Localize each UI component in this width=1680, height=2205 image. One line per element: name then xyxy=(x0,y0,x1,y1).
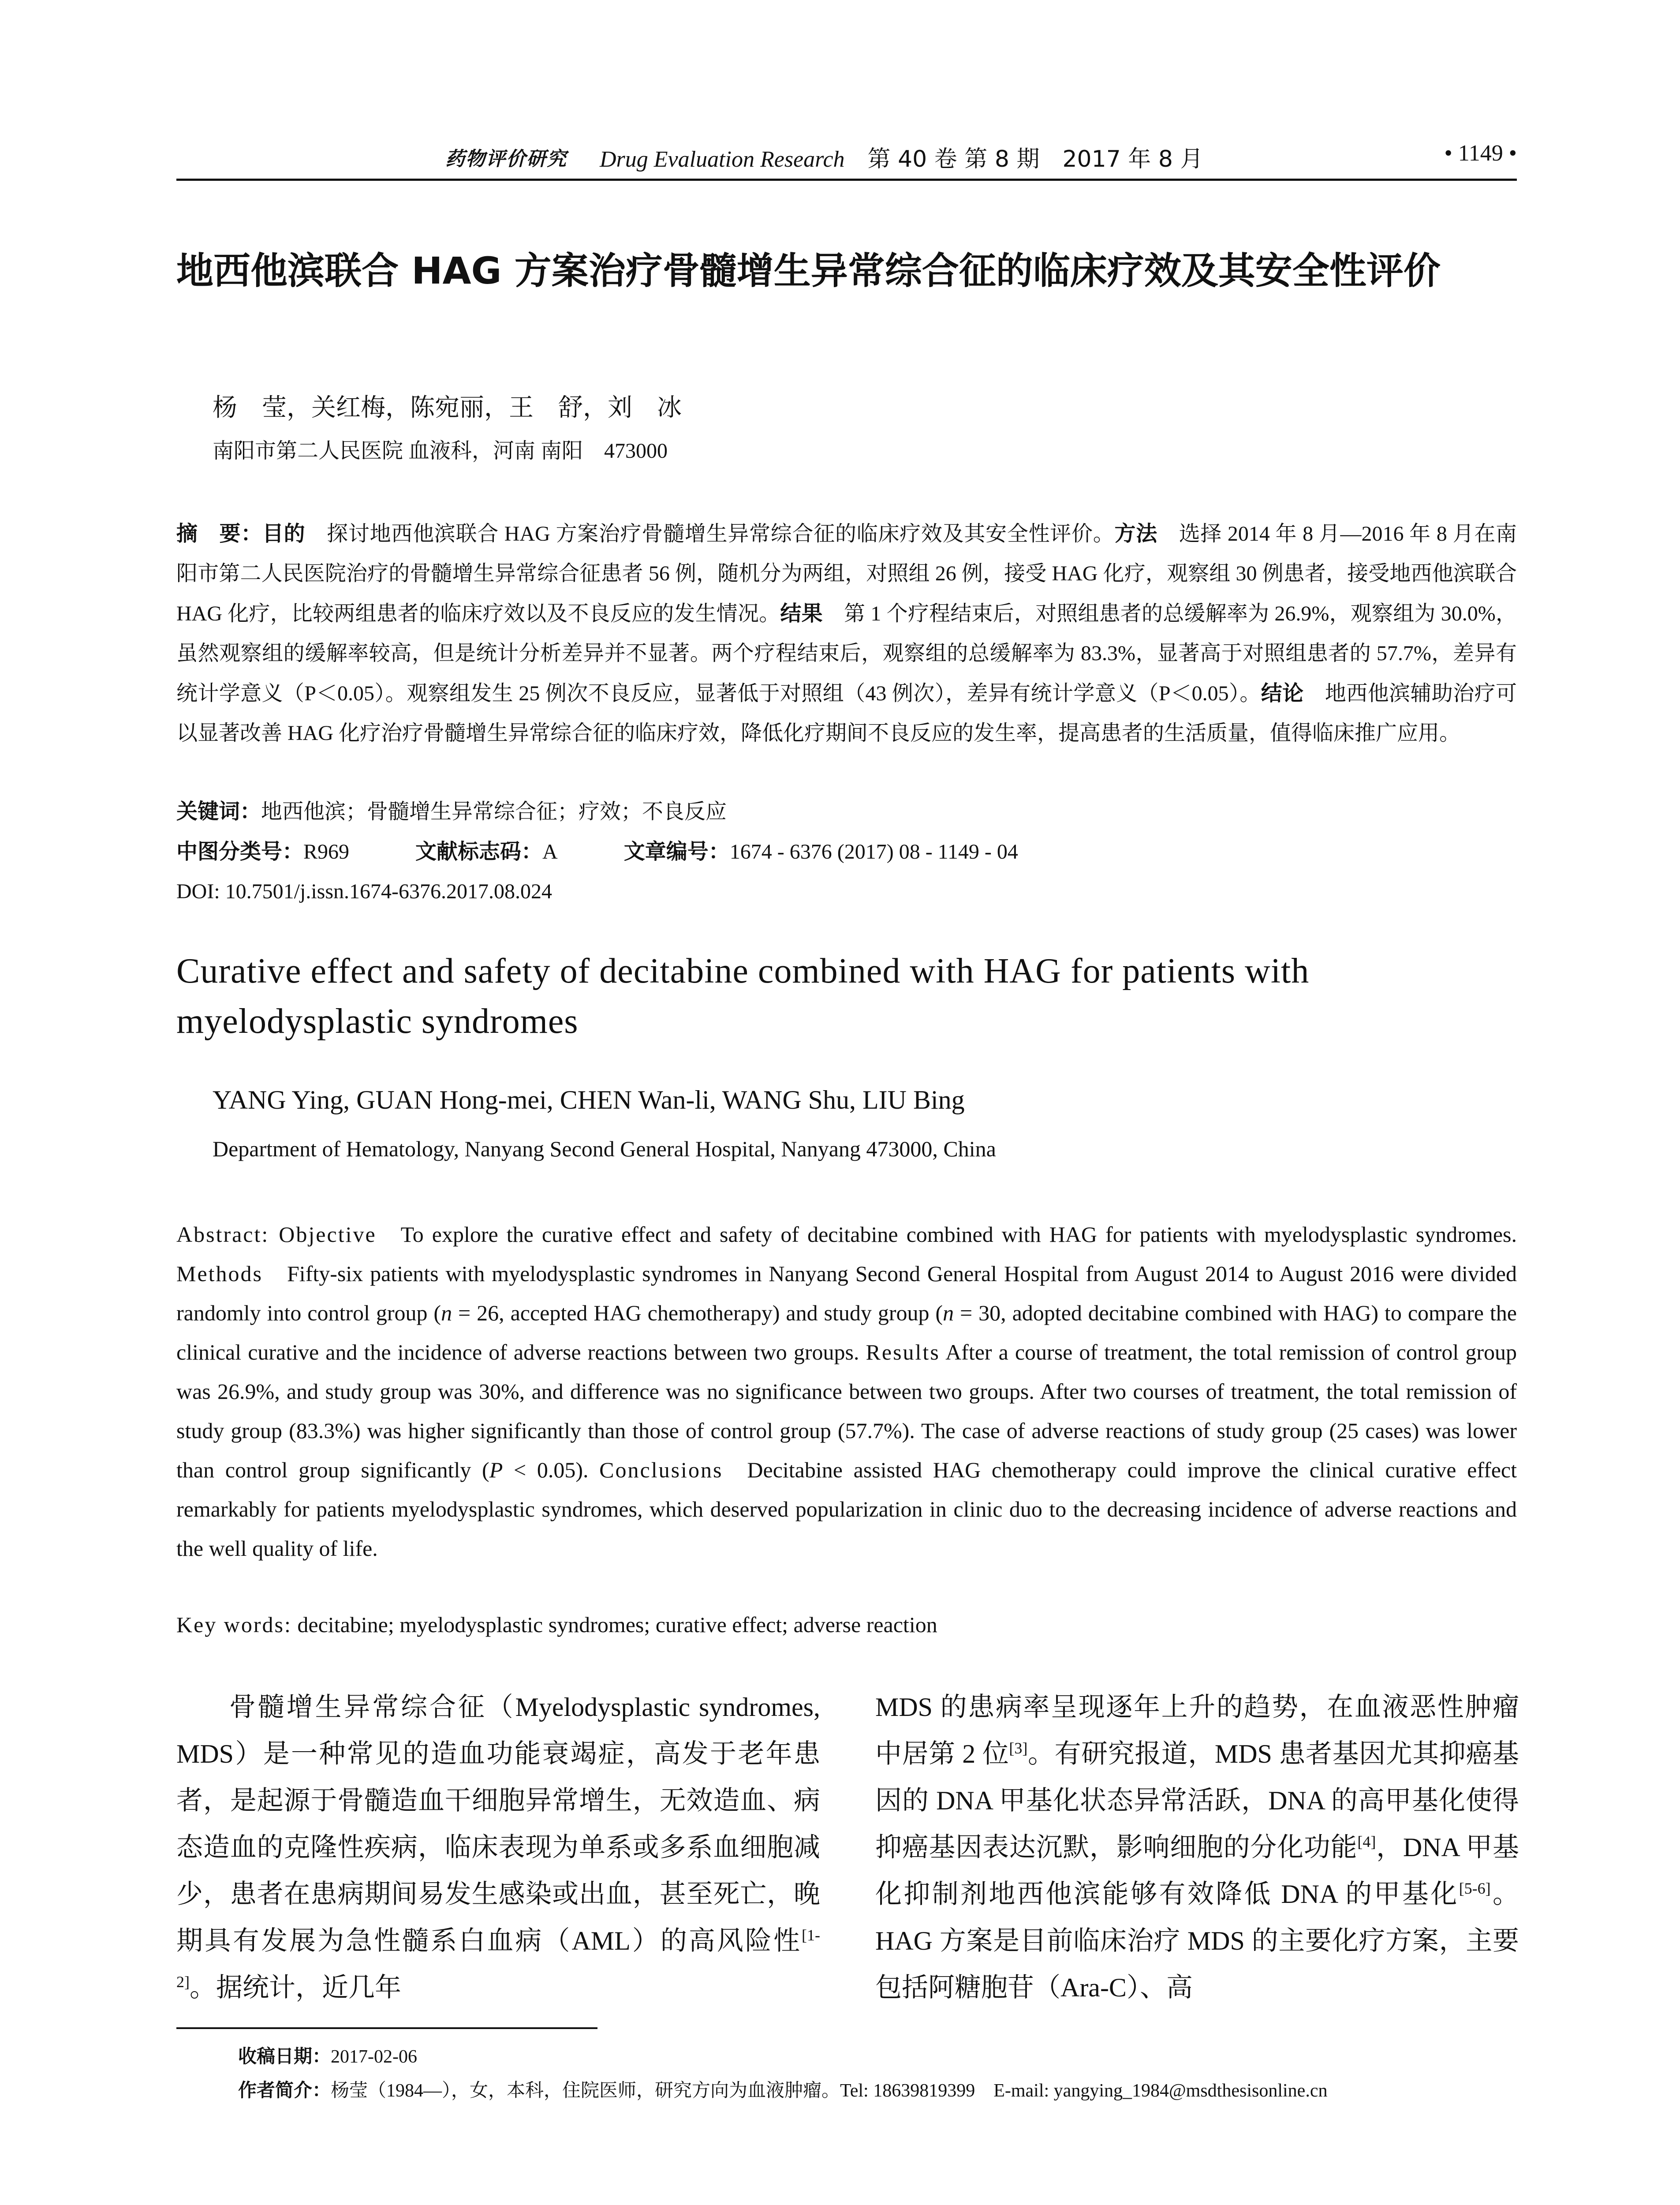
affiliation-cn: 南阳市第二人民医院 血液科，河南 南阳 473000 xyxy=(213,439,668,463)
keywords-cn-label: 关键词： xyxy=(176,799,261,824)
authors-en: YANG Ying, GUAN Hong-mei, CHEN Wan-li, WANG Shu, LIU Bing xyxy=(213,1085,965,1114)
methods-en-text-3: = 30, adopted decitabine combined with HAG) to compare the clinical curative and the incidence of adverse reactions between two groups. xyxy=(176,1301,1517,1364)
body-text: 。有研究报道，MDS 患者基因尤其抑癌基因的 DNA 甲基化状态异常活跃，DNA 的高甲基化使得抑癌基因表达沉默，影响细胞的分化功能 xyxy=(875,1739,1519,1862)
body-text: ，DNA 甲基化抑制剂地西他滨能够有效降低 DNA 的甲基化 xyxy=(875,1833,1519,1909)
objective-en-text: To explore the curative effect and safety of decitabine combined with HAG for patients with myelodysplastic syndromes. xyxy=(400,1222,1517,1247)
article-no-label: 文章编号： xyxy=(623,839,730,864)
authors-cn: 杨 莹，关红梅，陈宛丽，王 舒，刘 冰 xyxy=(213,394,682,422)
footnotes xyxy=(238,2040,1517,2108)
footnote-rule xyxy=(176,2027,597,2029)
body-column-right xyxy=(875,1684,1519,2011)
title-en: Curative effect and safety of decitabine combined with HAG for patients with myelodysplastic syndromes xyxy=(176,952,1310,1041)
running-header xyxy=(176,140,1517,176)
journal-name-en: Drug Evaluation Research xyxy=(600,147,845,172)
methods-cn-label: 方法 xyxy=(1114,521,1157,546)
doi: DOI: 10.7501/j.issn.1674-6376.2017.08.024 xyxy=(176,880,552,903)
results-en-label: Results xyxy=(866,1340,940,1364)
results-cn-text: 第 1 个疗程结束后，对照组患者的总缓解率为 26.9%，观察组为 30.0%，虽然观察组的缓解率较高，但是统计分析差异并不显著。两个疗程结束后，观察组的总缓解率为 83.3%，显著高于对照组患者的 57.7%，差异有统计学意义（P＜0.05）。观察组发生 25 例次不良反应，显著低于对照组（43 例次），差异有统计学意义（P＜0.05）。 xyxy=(176,602,1517,705)
n-symbol: n xyxy=(441,1301,452,1325)
citation-ref: [1-2] xyxy=(176,1926,820,1991)
conclusions-en-label: Conclusions xyxy=(599,1458,723,1482)
results-en-text-1: After a course of treatment, the total remission of control group was 26.9%, and study group was 30%, and difference was no significance between two groups. After two courses of treatment, the total remission of study group (83.3%) was higher significantly than those of control group (57.7%). The case of adverse reactions of study group (25 cases) was lower than control group significantly ( xyxy=(176,1340,1517,1482)
methods-cn-text: 选择 2014 年 8 月—2016 年 8 月在南阳市第二人民医院治疗的骨髓增生异常综合征患者 56 例，随机分为两组，对照组 26 例，接受 HAG 化疗，观察组 30 例患者，接受地西他滨联合 HAG 化疗，比较两组患者的临床疗效以及不良反应的发生情况。 xyxy=(176,522,1517,625)
author-bio-label: 作者简介： xyxy=(238,2079,331,2101)
body-text: MDS 的患病率呈现逐年上升的趋势，在血液恶性肿瘤中居第 2 位 xyxy=(875,1693,1519,1768)
clc-value: R969 xyxy=(303,840,350,863)
conclusion-cn-label: 结论 xyxy=(1261,681,1304,706)
keywords-cn xyxy=(176,792,1517,832)
body-text: 骨髓增生异常综合征（Myelodysplastic syndromes, MDS）是一种常见的造血功能衰竭症，高发于老年患者，是起源于骨髓造血干细胞异常增生，无效造血、病态造血的克隆性疾病，临床表现为单系或多系血细胞减少，患者在患病期间易发生感染或出血，甚至死亡，晚期具有发展为急性髓系白血病（AML）的高风险性 xyxy=(176,1693,820,1955)
journal-logo: 药物评价研究 xyxy=(445,148,567,170)
received-label: 收稿日期： xyxy=(238,2045,331,2067)
keywords-en xyxy=(176,1605,1517,1644)
doc-code-label: 文献标志码： xyxy=(415,839,543,864)
keywords-en-text: decitabine; myelodysplastic syndromes; curative effect; adverse reaction xyxy=(291,1612,937,1637)
clc-label: 中图分类号： xyxy=(176,839,304,864)
doc-code-value: A xyxy=(542,840,558,863)
abstract-en xyxy=(176,1215,1517,1568)
received-date xyxy=(238,2040,1517,2074)
citation-ref: [5-6] xyxy=(1459,1880,1491,1897)
methods-en-text-1: Fifty-six patients with myelodysplastic syndromes in Nanyang Second General Hospital from August 2014 to August 2016 were divided randomly into control group ( xyxy=(176,1261,1517,1325)
conclusions-en-text: Decitabine assisted HAG chemotherapy could improve the clinical curative effect remarkably for patients myelodysplastic syndromes, which deserved popularization in clinic duo to the decreasing incidence of adverse reactions and the well quality of life. xyxy=(176,1458,1517,1561)
body-paragraph xyxy=(875,1684,1519,2011)
abstract-en-label: Abstract: Objective xyxy=(176,1222,377,1247)
body-column-left xyxy=(176,1684,820,2011)
article-no-value: 1674 - 6376 (2017) 08 - 1149 - 04 xyxy=(729,840,1018,863)
objective-cn-text: 探讨地西他滨联合 HAG 方案治疗骨髓增生异常综合征的临床疗效及其安全性评价。 xyxy=(305,522,1115,546)
keywords-cn-text: 地西他滨；骨髓增生异常综合征；疗效；不良反应 xyxy=(261,800,727,823)
methods-en-label: Methods xyxy=(176,1261,263,1286)
objective-cn-label: 目的 xyxy=(262,521,306,546)
results-cn-label: 结果 xyxy=(780,601,823,626)
abstract-cn-label: 摘 要： xyxy=(176,521,262,546)
keywords-en-label: Key words: xyxy=(176,1612,292,1637)
n-symbol: n xyxy=(943,1301,954,1325)
article-meta-cn xyxy=(176,792,1517,912)
author-bio-text: 杨莹（1984—），女，本科，住院医师，研究方向为血液肿瘤。Tel: 18639819399 E-mail: yangying_1984@msdthesisonline.cn xyxy=(331,2081,1328,2101)
conclusion-cn-text: 地西他滨辅助治疗可以显著改善 HAG 化疗治疗骨髓增生异常综合征的临床疗效，降低化疗期间不良反应的发生率，提高患者的生活质量，值得临床推广应用。 xyxy=(176,682,1517,745)
methods-en-text-2: = 26, accepted HAG chemotherapy) and study group ( xyxy=(452,1301,943,1325)
received-value: 2017-02-06 xyxy=(331,2047,417,2067)
header-citation xyxy=(600,140,1203,173)
p-symbol: P xyxy=(489,1458,503,1482)
body-paragraph xyxy=(176,1684,820,2011)
author-bio xyxy=(238,2074,1517,2108)
body-text: 。HAG 方案是目前临床治疗 MDS 的主要化疗方案，主要包括阿糖胞苷（Ara-C）、高 xyxy=(875,1880,1519,2002)
header-rule xyxy=(176,179,1517,181)
abstract-cn xyxy=(176,514,1517,753)
affiliation-en: Department of Hematology, Nanyang Second General Hospital, Nanyang 473000, China xyxy=(213,1136,996,1161)
citation-ref: [3] xyxy=(1009,1739,1028,1757)
body-text: 。据统计，近几年 xyxy=(190,1973,401,2002)
classification-line xyxy=(176,832,1517,872)
page-number: • 1149 • xyxy=(1444,141,1517,166)
results-en-text-2: < 0.05). xyxy=(503,1458,589,1482)
citation-ref: [4] xyxy=(1357,1833,1376,1850)
title-cn: 地西他滨联合 HAG 方案治疗骨髓增生异常综合征的临床疗效及其安全性评价 xyxy=(176,249,1441,292)
issue-info: 第 40 卷 第 8 期 2017 年 8 月 xyxy=(867,146,1203,172)
